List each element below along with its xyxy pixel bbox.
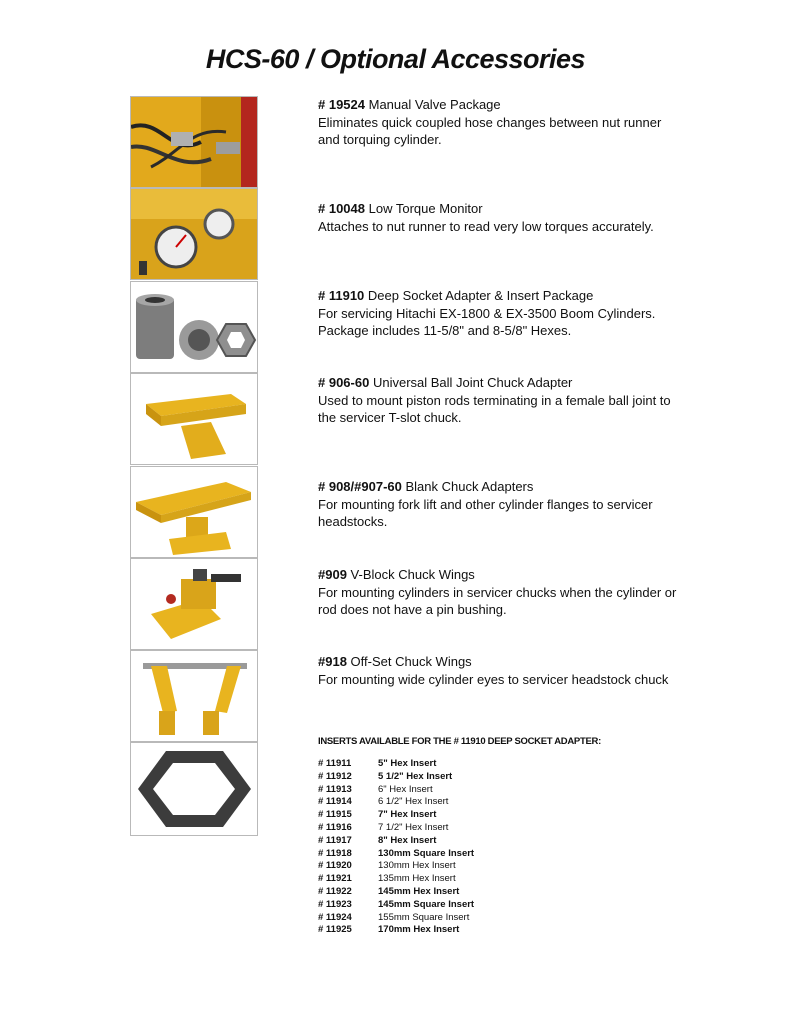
- insert-desc: 8" Hex Insert: [378, 834, 437, 846]
- insert-row: [318, 822, 474, 835]
- insert-desc: 5 1/2" Hex Insert: [378, 770, 453, 782]
- item-number: # 908/#907-60: [318, 479, 402, 494]
- deep-socket-adapter-photo: [130, 281, 258, 373]
- insert-desc: 135mm Hex Insert: [378, 873, 456, 885]
- item-number: #918: [318, 654, 347, 669]
- item-number: # 10048: [318, 201, 365, 216]
- insert-row: [318, 860, 474, 873]
- insert-row: [318, 873, 474, 886]
- item-description: For mounting wide cylinder eyes to servicer headstock chuck: [318, 671, 669, 687]
- insert-desc: 145mm Hex Insert: [378, 885, 460, 897]
- item-name: Deep Socket Adapter & Insert Package: [367, 288, 594, 303]
- insert-desc: 170mm Hex Insert: [378, 924, 460, 936]
- hex-insert-photo: [130, 742, 258, 836]
- accessory-item: [318, 653, 678, 688]
- insert-desc: 145mm Square Insert: [378, 898, 475, 910]
- insert-desc: 130mm Hex Insert: [378, 860, 456, 872]
- insert-number: # 11911: [318, 758, 352, 769]
- insert-row: [318, 784, 474, 797]
- insert-number: # 11921: [318, 873, 352, 885]
- insert-row: [318, 758, 474, 771]
- insert-desc: 6" Hex Insert: [378, 783, 433, 795]
- item-description: For servicing Hitachi EX-1800 & EX-3500 Boom Cylinders. Package includes 11-5/8" and 8-5/8" Hexes.: [318, 305, 656, 338]
- blank-chuck-adapter-photo: [130, 466, 258, 558]
- insert-row: [318, 899, 474, 912]
- insert-row: [318, 835, 474, 848]
- item-description: Attaches to nut runner to read very low torques accurately.: [318, 218, 654, 234]
- item-number: # 19524: [318, 97, 365, 112]
- insert-number: # 11925: [318, 924, 352, 936]
- insert-row: [318, 848, 474, 861]
- insert-row: [318, 912, 474, 925]
- item-description: Used to mount piston rods terminating in a female ball joint to the servicer T-slot chuck.: [318, 392, 671, 425]
- accessory-item: [318, 374, 678, 427]
- off-set-chuck-wings-photo: [130, 650, 258, 742]
- item-description: For mounting cylinders in servicer chucks when the cylinder or rod does not have a pin bushing.: [318, 584, 677, 617]
- item-name: Low Torque Monitor: [368, 201, 483, 216]
- insert-row: [318, 796, 474, 809]
- insert-number: # 11912: [318, 770, 352, 782]
- low-torque-monitor-photo: [130, 188, 258, 280]
- insert-number: # 11924: [318, 911, 352, 923]
- insert-desc: 7" Hex Insert: [378, 809, 437, 821]
- accessory-item: [318, 96, 678, 149]
- insert-row: [318, 771, 474, 784]
- item-description: For mounting fork lift and other cylinder flanges to servicer headstocks.: [318, 496, 653, 529]
- insert-number: # 11913: [318, 783, 352, 795]
- insert-number: # 11923: [318, 898, 352, 910]
- ball-joint-chuck-adapter-photo: [130, 373, 258, 465]
- item-name: Manual Valve Package: [368, 97, 501, 112]
- insert-number: # 11915: [318, 809, 352, 821]
- insert-row: [318, 924, 474, 937]
- item-name: Off-Set Chuck Wings: [350, 654, 472, 669]
- insert-number: # 11918: [318, 847, 352, 859]
- item-number: # 11910: [318, 288, 365, 303]
- item-number: # 906-60: [318, 375, 370, 390]
- page-title: HCS-60 / Optional Accessories: [205, 44, 586, 74]
- accessory-item: [318, 566, 678, 619]
- inserts-list: [318, 758, 474, 937]
- insert-row: [318, 886, 474, 899]
- v-block-chuck-wings-photo: [130, 558, 258, 650]
- insert-desc: 5" Hex Insert: [378, 758, 437, 769]
- insert-number: # 11916: [318, 821, 352, 833]
- insert-desc: 7 1/2" Hex Insert: [378, 821, 449, 833]
- insert-number: # 11920: [318, 860, 352, 872]
- insert-number: # 11917: [318, 834, 352, 846]
- item-name: Universal Ball Joint Chuck Adapter: [372, 375, 573, 390]
- insert-number: # 11914: [318, 796, 352, 808]
- insert-row: [318, 809, 474, 822]
- item-name: V-Block Chuck Wings: [350, 567, 475, 582]
- insert-desc: 155mm Square Insert: [378, 911, 470, 923]
- insert-desc: 6 1/2" Hex Insert: [378, 796, 449, 808]
- item-name: Blank Chuck Adapters: [405, 479, 534, 494]
- inserts-heading: INSERTS AVAILABLE FOR THE # 11910 DEEP SOCKET ADAPTER:: [318, 736, 601, 747]
- manual-valve-package-photo: [130, 96, 258, 188]
- insert-desc: 130mm Square Insert: [378, 847, 475, 859]
- item-number: #909: [318, 567, 347, 582]
- item-description: Eliminates quick coupled hose changes between nut runner and torquing cylinder.: [318, 114, 662, 147]
- accessory-item: [318, 200, 678, 235]
- accessory-item: [318, 287, 678, 340]
- insert-number: # 11922: [318, 885, 352, 897]
- accessory-item: [318, 478, 678, 531]
